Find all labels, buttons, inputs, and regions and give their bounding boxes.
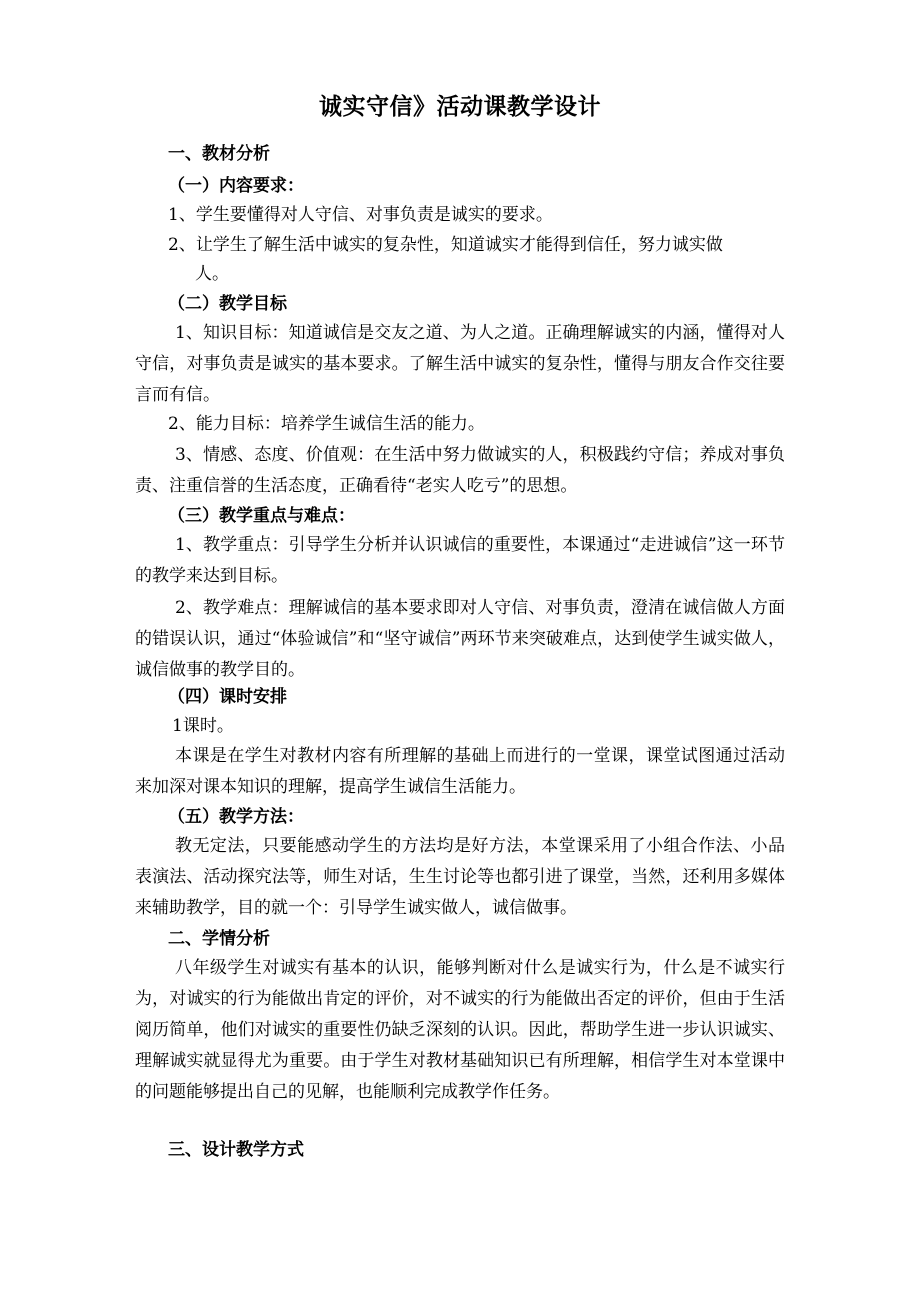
- document-title: 诚实守信》活动课教学设计: [319, 93, 601, 120]
- subheading-class-hours: （四）课时安排: [168, 687, 287, 707]
- objective-emotion-attitude-values: 3、情感、态度、价值观：在生活中努力做诚实的人，积极践约守信；养成对事负责、注重信誉的生活态度，正确看待“老实人吃亏”的思想。: [135, 445, 785, 496]
- section-heading-teaching-design: 三、设计教学方式: [168, 1140, 304, 1160]
- subheading-teaching-methods: （五）教学方法：: [168, 807, 304, 827]
- objective-knowledge: 1、知识目标：知道诚信是交友之道、为人之道。正确理解诚实的内涵，懂得对人守信，对事负责是诚实的基本要求。了解生活中诚实的复杂性，懂得与朋友合作交往要言而有信。: [135, 323, 785, 405]
- section-heading-textbook-analysis: 一、教材分析: [168, 144, 270, 164]
- class-hours-value: 1课时。: [172, 716, 234, 736]
- subheading-teaching-objectives: （二）教学目标: [168, 294, 287, 314]
- section-heading-learner-analysis: 二、学情分析: [168, 929, 270, 949]
- content-requirement-item-2-line-2: 人。: [195, 264, 229, 284]
- content-requirement-item-2-line-1: 2、让学生了解生活中诚实的复杂性，知道诚实才能得到信任，努力诚实做: [168, 235, 723, 255]
- class-hours-description: 本课是在学生对教材内容有所理解的基础上而进行的一堂课，课堂试图通过活动来加深对课本知识的理解，提高学生诚信生活能力。: [135, 746, 785, 797]
- key-point: 1、教学重点：引导学生分析并认识诚信的重要性，本课通过“走进诚信”这一环节的教学来达到目标。: [135, 535, 785, 586]
- difficult-point: 2、教学难点：理解诚信的基本要求即对人守信、对事负责，澄清在诚信做人方面的错误认识，通过“体验诚信”和“坚守诚信”两环节来突破难点，达到使学生诚实做人，诚信做事的教学目的。: [135, 598, 785, 680]
- teaching-methods-description: 教无定法，只要能感动学生的方法均是好方法，本堂课采用了小组合作法、小品表演法、活动探究法等，师生对话，生生讨论等也都引进了课堂，当然，还利用多媒体来辅助教学，目的就一个：引导学生诚实做人，诚信做事。: [135, 836, 785, 918]
- learner-analysis-description: 八年级学生对诚实有基本的认识，能够判断对什么是诚实行为，什么是不诚实行为，对诚实的行为能做出肯定的评价，对不诚实的行为能做出否定的评价，但由于生活阅历简单，他们对诚实的重要性仍缺乏深刻的认识。因此，帮助学生进一步认识诚实、理解诚实就显得尤为重要。由于学生对教材基础知识已有所理解，相信学生对本堂课中的问题能够提出自己的见解，也能顺利完成教学作任务。: [135, 958, 785, 1102]
- content-requirement-item-1: 1、学生要懂得对人守信、对事负责是诚实的要求。: [168, 205, 553, 225]
- objective-ability: 2、能力目标：培养学生诚信生活的能力。: [168, 414, 485, 434]
- subheading-content-requirements: （一）内容要求：: [168, 176, 304, 196]
- subheading-key-and-difficult-points: （三）教学重点与难点：: [168, 506, 355, 526]
